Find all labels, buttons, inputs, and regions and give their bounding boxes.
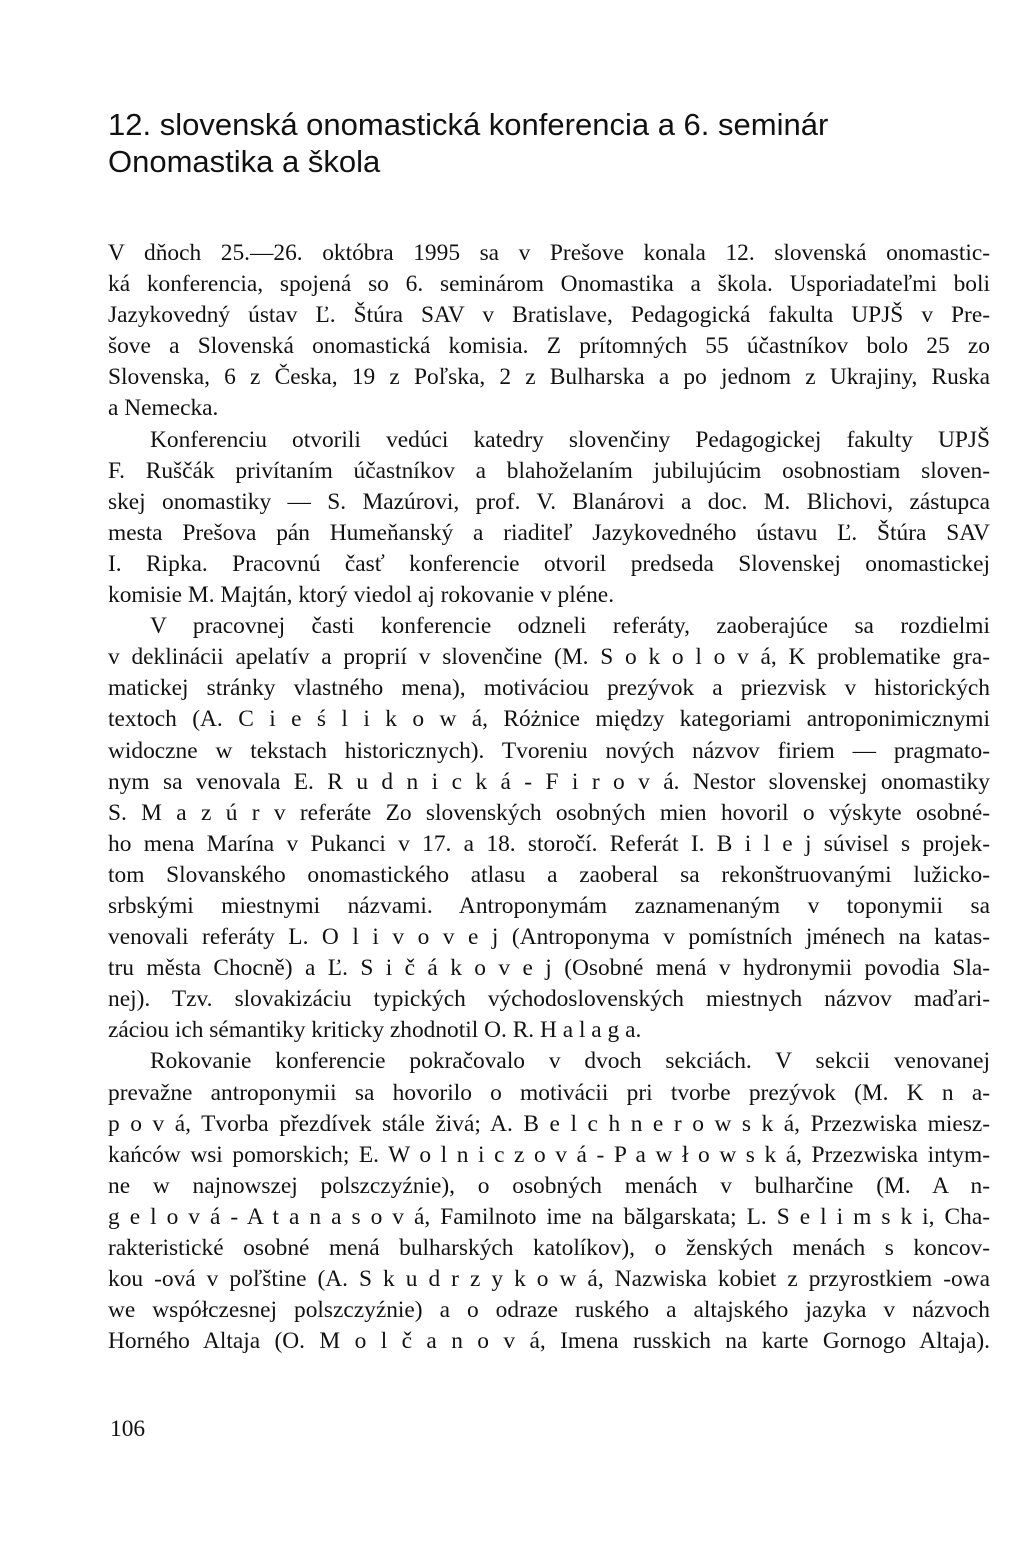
body-line: nym sa venovala E. R u d n i c k á - F i r o v á. Nestor slovenskej onomastiky [108,768,990,795]
heading-line-1: 12. slovenská onomastická konferencia a 6. seminár [108,107,829,142]
body-line: srbskými miestnymi názvami. Antroponymám zaznamenaným v toponymii sa [108,892,990,919]
body-line: Horného Altaja (O. M o l č a n o v á, Imena russkich na karte Gornogo Altaja). [108,1328,990,1355]
body-line: záciou ich sémantiky kriticky zhodnotil O. R. H a l a g a. [108,1017,642,1044]
body-line: prevažne antroponymii sa hovorilo o motivácii pri tvorbe prezývok (M. K n a- [108,1079,990,1106]
body-line: v deklinácii apelatív a proprií v slovenčine (M. S o k o l o v á, K problematike gra- [108,644,990,671]
body-line: a Nemecka. [108,395,219,422]
article-body [108,238,990,1357]
body-line: kou -ová v poľštine (A. S k u d r z y k o w á, Nazwiska kobiet z przyrostkiem -owa [108,1266,990,1293]
body-line: matickej stránky vlastného mena), motiváciou prezývok a priezvisk v historických [108,675,990,702]
body-line: kańców wsi pomorskich; E. W o l n i c z o v á - P a w ł o w s k á, Przezwiska intym- [108,1141,990,1168]
body-line: S. M a z ú r v referáte Zo slovenských osobných mien hovoril o výskyte osobné- [108,799,990,826]
body-line: Jazykovedný ústav Ľ. Štúra SAV v Bratislave, Pedagogická fakulta UPJŠ v Pre- [108,302,990,329]
body-line: šove a Slovenská onomastická komisia. Z prítomných 55 účastníkov bolo 25 zo [108,333,990,360]
body-line: venovali referáty L. O l i v o v e j (Antroponyma v pomístních jménech na katas- [108,924,990,951]
body-line: rakteristické osobné mená bulharských katolíkov), o ženských menách s koncov- [108,1235,990,1261]
body-line: ne w najnowszej polszczyźnie), o osobných menách v bulharčine (M. A n- [108,1172,990,1199]
body-line: V dňoch 25.—26. októbra 1995 sa v Prešove konala 12. slovenská onomastic- [108,240,990,266]
page-number: 106 [110,1416,146,1442]
body-line: we współczesnej polszczyźnie) a o odraze ruského a altajského jazyka v názvoch [108,1297,990,1324]
body-line: mesta Prešova pán Humeňanský a riaditeľ Jazykovedného ústavu Ľ. Štúra SAV [108,519,990,546]
body-line: Slovenska, 6 z Česka, 19 z Poľska, 2 z Bulharska a po jednom z Ukrajiny, Ruska [108,364,990,391]
body-line: skej onomastiky — S. Mazúrovi, prof. V. Blanárovi a doc. M. Blichovi, zástupca [108,488,990,515]
body-line: I. Ripka. Pracovnú časť konferencie otvoril predseda Slovenskej onomastickej [108,550,990,577]
body-line: tru města Chocně) a Ľ. S i č á k o v e j (Osobné mená v hydronymii povodia Sla- [108,955,990,982]
heading-line-2: Onomastika a škola [108,144,381,179]
body-line: ho mena Marína v Pukanci v 17. a 18. storočí. Referát I. B i l e j súvisel s projek- [108,830,990,857]
body-line: ká konferencia, spojená so 6. seminárom Onomastika a škola. Usporiadateľmi boli [108,271,990,298]
body-line: nej). Tzv. slovakizáciu typických východoslovenských miestnych názvov maďari- [108,986,990,1013]
body-line: komisie M. Majtán, ktorý viedol aj rokovanie v pléne. [108,582,615,609]
body-line: textoch (A. C i e ś l i k o w á, Różnice między kategoriami antroponimicznymi [108,706,990,733]
body-line: Rokovanie konferencie pokračovalo v dvoch sekciách. V sekcii venovanej [150,1048,990,1075]
article-heading [108,106,928,180]
body-line: widoczne w tekstach historicznych). Tvoreniu nových názvov firiem — pragmato- [108,737,990,764]
body-line: p o v á, Tvorba přezdívek stále živá; A. B e l c h n e r o w s k á, Przezwiska miesz- [108,1110,990,1137]
body-line: V pracovnej časti konferencie odzneli referáty, zaoberajúce sa rozdielmi [150,613,990,640]
body-line: F. Ruščák privítaním účastníkov a blahoželaním jubilujúcim osobnostiam sloven- [108,457,990,484]
body-line: tom Slovanského onomastického atlasu a zaoberal sa rekonštruovanými lužicko- [108,861,990,888]
body-line: g e l o v á - A t a n a s o v á, Familnoto ime na bălgarskata; L. S e l i m s k i, Cha- [108,1203,990,1230]
body-line: Konferenciu otvorili vedúci katedry slovenčiny Pedagogickej fakulty UPJŠ [150,426,990,453]
